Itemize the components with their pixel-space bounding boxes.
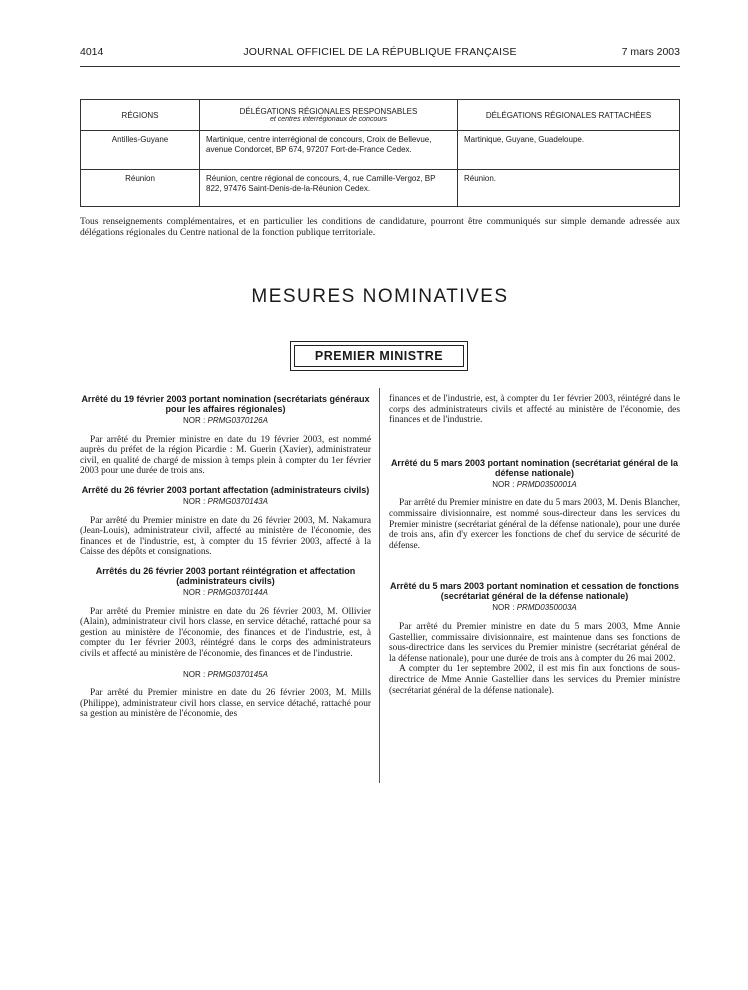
issue-date: 7 mars 2003 — [621, 46, 680, 58]
arrete-title: Arrêté du 5 mars 2003 portant nomination et cessation de fonctions (secrétariat général de la défense nationale) — [389, 581, 680, 602]
page-header — [80, 46, 680, 62]
arrete-text: Par arrêté du Premier ministre en date du 19 février 2003, est nommé auprès du préfet de la région Picardie : M. Guerin (Xavier), administrateur civil, en qualité de chargé de mission à temps plein à compter du 1er février 2003 pour une durée de trois ans. — [80, 434, 371, 477]
arrete-title: Arrêté du 19 février 2003 portant nomination (secrétariats généraux pour les affaires régionales) — [81, 394, 370, 414]
arrete-title: Arrêté du 26 février 2003 portant affectation (administrateurs civils) — [81, 484, 370, 495]
cell-delegation: Réunion, centre régional de concours, 4, rue Camille-Vergoz, BP 822, 97476 Saint-Denis-de-la-Réunion Cedex. — [200, 170, 458, 207]
nor-reference: NOR : PRMD0350003A — [492, 603, 577, 613]
arrete-title: Arrêté du 5 mars 2003 portant nomination (secrétariat général de la défense nationale) — [390, 457, 679, 478]
nor-reference: NOR : PRMG0370145A — [183, 669, 268, 679]
nor-reference: NOR : PRMD0350001A — [492, 479, 577, 489]
arrete-text-continued: finances et de l'industrie, est, à compter du 1er février 2003, réintégré dans le corps des administrateurs civils et affecté au ministère de l'économie, des finances et de l'industrie. — [389, 394, 680, 426]
regions-table — [80, 99, 680, 207]
table-row — [81, 131, 680, 170]
cell-rattachees: Réunion. — [458, 170, 680, 207]
arrete-text: A compter du 1er septembre 2002, il est mis fin aux fonctions de sous-directrice de Mme Annie Gastellier dans les services du Premier ministre (secrétariat général de la défense nationale). — [389, 664, 680, 696]
arrete-text: Par arrêté du Premier ministre en date du 26 février 2003, M. Nakamura (Jean-Louis), administrateur civil, affecté au ministère de l'économie, des finances et de l'industrie, est, à compter du 15 février 2003, affecté à la Caisse des dépôts et consignations. — [80, 515, 371, 558]
nor-reference: NOR : PRMG0370144A — [183, 587, 268, 597]
header-regions: RÉGIONS — [81, 100, 200, 131]
cell-region: Réunion — [81, 170, 200, 207]
arrete-text: Par arrêté du Premier ministre en date du 26 février 2003, M. Ollivier (Alain), administrateur civil hors classe, en service détaché, rattaché pour sa gestion au ministère de l'économie, des finances et de l'industrie, est, à compter du 1er février 2003, réintégré dans le corps des administrateurs civils et affecté au ministère de l'économie, des finances et de l'industrie. — [80, 606, 371, 659]
cell-delegation: Martinique, centre interrégional de concours, Croix de Bellevue, avenue Condorcet, BP 674, 97207 Fort-de-France Cedex. — [200, 131, 458, 170]
ministry-box — [290, 341, 468, 371]
cell-region: Antilles-Guyane — [81, 131, 200, 170]
ministry-label: PREMIER MINISTRE — [294, 345, 464, 367]
arrete-text: Par arrêté du Premier ministre en date du 5 mars 2003, Mme Annie Gastellier, commissaire divisionnaire, est maintenue dans ses fonctions de sous-directrice dans les services du Premier ministre (secrétariat général de la défense nationale), pour une durée de trois ans à compter du 26 mai 2002. — [389, 621, 680, 664]
note-paragraph: Tous renseignements complémentaires, et en particulier les conditions de candidature, pourront être communiqués sur simple demande adressée aux délégations régionales du Centre national de la fonction publique territoriale. — [80, 216, 680, 238]
header-delegations-sub: et centres interrégionaux de concours — [269, 116, 388, 123]
right-column — [389, 394, 680, 696]
column-divider — [379, 388, 380, 783]
header-delegations: DÉLÉGATIONS RÉGIONALES RESPONSABLES et centres interrégionaux de concours — [200, 100, 458, 131]
table-row — [81, 170, 680, 207]
arrete-text: Par arrêté du Premier ministre en date du 26 février 2003, M. Mills (Philippe), administrateur civil hors classe, en service détaché, rattaché pour sa gestion au ministère de l'économie, des — [80, 688, 371, 720]
nor-reference: NOR : PRMG0370143A — [183, 496, 268, 506]
left-column — [80, 394, 371, 720]
arrete-title: Arrêtés du 26 février 2003 portant réintégration et affectation (administrateurs civils) — [95, 565, 356, 586]
table-header-row — [81, 100, 680, 131]
journal-title: JOURNAL OFFICIEL DE LA RÉPUBLIQUE FRANÇAISE — [243, 46, 517, 58]
section-title: MESURES NOMINATIVES — [251, 286, 509, 307]
header-rule — [80, 66, 680, 67]
page-number: 4014 — [80, 46, 104, 58]
cell-rattachees: Martinique, Guyane, Guadeloupe. — [458, 131, 680, 170]
header-rattachees: DÉLÉGATIONS RÉGIONALES RATTACHÉES — [458, 100, 680, 131]
nor-reference: NOR : PRMG0370126A — [183, 416, 268, 425]
arrete-text: Par arrêté du Premier ministre en date du 5 mars 2003, M. Denis Blancher, commissaire divisionnaire, est nommé sous-directeur dans les services du Premier ministre (secrétariat général de la défense nationale), pour une durée de trois ans, afin d'y exercer les fonctions de chef du service de sécurité de défense. — [389, 498, 680, 551]
